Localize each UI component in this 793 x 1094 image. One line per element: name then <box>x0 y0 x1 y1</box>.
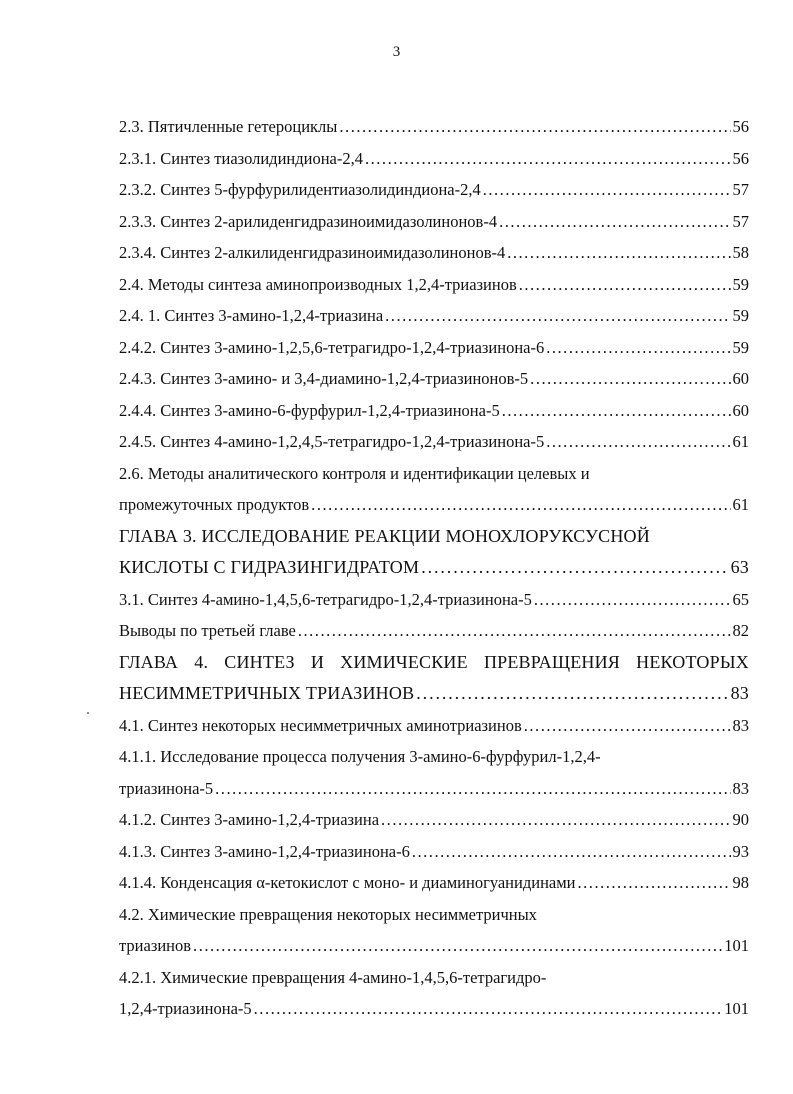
toc-entry-page: 101 <box>724 936 749 955</box>
toc-entry-line1 <box>119 458 749 490</box>
toc-entry-page: 101 <box>724 999 749 1018</box>
toc-entry <box>119 836 749 868</box>
toc-entry <box>119 426 749 458</box>
toc-chapter-title: КИСЛОТЫ С ГИДРАЗИНГИДРАТОМ <box>119 557 420 577</box>
toc-entry-page: 93 <box>732 841 749 861</box>
toc-entry-title: 1,2,4-триазинона-5 <box>119 999 252 1018</box>
toc-entry-title: 4.1.3. Синтез 3-амино-1,2,4-триазинона-6 <box>119 841 410 861</box>
dot-leader <box>546 332 730 364</box>
toc-entry <box>119 111 749 143</box>
toc-entry <box>119 237 749 269</box>
toc-entry-page: 57 <box>732 180 749 199</box>
toc-entry-page: 83 <box>732 778 749 798</box>
toc-chapter-line1 <box>119 647 749 679</box>
toc-entry-page: 60 <box>732 369 749 388</box>
dot-leader <box>365 143 731 175</box>
toc-entry <box>119 710 749 742</box>
toc-entry-title: 2.4.3. Синтез 3-амино- и 3,4-диамино-1,2,4-триазинонов-5 <box>119 369 529 388</box>
toc-entry-title: промежуточных продуктов <box>119 495 310 514</box>
chapter-title-word: 4. <box>194 651 209 672</box>
toc-entry-page: 83 <box>730 683 749 703</box>
toc-entry-page: 58 <box>732 243 749 262</box>
toc-entry <box>119 143 749 175</box>
dot-leader <box>339 111 730 143</box>
toc-entry-title-line1: 4.2. Химические превращения некоторых несимметричных <box>119 904 537 924</box>
table-of-contents <box>119 111 749 1025</box>
toc-entry <box>119 206 749 238</box>
toc-chapter-line1 <box>119 521 749 553</box>
toc-entry-title: 2.4. Методы синтеза аминопроизводных 1,2,4-триазинов <box>119 274 517 294</box>
dot-leader <box>507 237 730 269</box>
dot-leader <box>502 395 731 427</box>
toc-entry <box>119 804 749 836</box>
dot-leader <box>298 615 731 647</box>
toc-entry-title: 2.3.4. Синтез 2-алкилиденгидразиноимидазолинонов-4 <box>119 243 506 262</box>
toc-entry-title: Выводы по третьей главе <box>119 621 296 640</box>
toc-entry <box>119 584 749 616</box>
toc-entry-title: триазинов <box>119 936 192 955</box>
toc-entry <box>119 174 749 206</box>
toc-entry-title: 2.3.3. Синтез 2-арилиденгидразиноимидазолинонов-4 <box>119 211 498 231</box>
toc-entry-page: 83 <box>732 715 749 735</box>
toc-entry-line1 <box>119 899 749 931</box>
toc-entry-page: 65 <box>732 589 749 609</box>
toc-entry <box>119 489 749 521</box>
dot-leader <box>193 930 722 962</box>
toc-chapter <box>119 678 749 710</box>
toc-entry-title-line1: 4.1.1. Исследование процесса получения 3-амино-6-фурфурил-1,2,4- <box>119 747 601 766</box>
chapter-title-word: ХИМИЧЕСКИЕ <box>340 651 468 672</box>
dot-leader <box>416 678 728 710</box>
chapter-title-word: НЕКОТОРЫХ <box>636 651 749 672</box>
dot-leader <box>519 269 731 301</box>
toc-entry-line1 <box>119 741 749 773</box>
toc-entry-title: 4.1. Синтез некоторых несимметричных аминотриазинов <box>119 715 522 735</box>
dot-leader <box>499 206 730 238</box>
dot-leader <box>524 710 731 742</box>
toc-entry-title: 2.4.2. Синтез 3-амино-1,2,5,6-тетрагидро-1,2,4-триазинона-6 <box>119 337 545 357</box>
chapter-title-word: СИНТЕЗ <box>224 651 295 672</box>
toc-entry <box>119 773 749 805</box>
toc-entry <box>119 867 749 899</box>
dot-leader <box>381 804 730 836</box>
toc-entry <box>119 300 749 332</box>
dot-leader <box>254 993 723 1025</box>
dot-leader <box>546 426 730 458</box>
toc-entry-page: 60 <box>732 400 749 420</box>
toc-entry <box>119 930 749 962</box>
toc-entry-page: 63 <box>730 557 749 577</box>
dot-leader <box>385 300 730 332</box>
toc-entry-page: 56 <box>732 117 749 136</box>
chapter-title-word: ПРЕВРАЩЕНИЯ <box>483 651 621 672</box>
toc-entry <box>119 993 749 1025</box>
toc-chapter <box>119 552 749 584</box>
toc-entry-title-line1: 4.2.1. Химические превращения 4-амино-1,4,5,6-тетрагидро- <box>119 967 547 987</box>
toc-entry-title: 2.3. Пятичленные гетероциклы <box>119 117 338 136</box>
toc-entry-title: 2.4.5. Синтез 4-амино-1,2,4,5-тетрагидро-1,2,4-триазинона-5 <box>119 432 545 451</box>
toc-entry-title: 3.1. Синтез 4-амино-1,4,5,6-тетрагидро-1,2,4-триазинона-5 <box>119 589 532 609</box>
toc-entry <box>119 363 749 395</box>
dot-leader <box>483 174 731 206</box>
toc-entry <box>119 615 749 647</box>
toc-entry-title: 2.3.1. Синтез тиазолидиндиона-2,4 <box>119 148 363 168</box>
dot-leader <box>215 773 730 805</box>
dot-leader <box>311 489 730 521</box>
toc-entry-page: 61 <box>732 432 749 451</box>
page-number: 3 <box>392 44 401 60</box>
toc-entry-title-line1: 2.6. Методы аналитического контроля и идентификации целевых и <box>119 463 590 483</box>
toc-entry-page: 59 <box>732 337 749 357</box>
dot-leader <box>578 867 731 899</box>
toc-entry-page: 59 <box>732 274 749 294</box>
dot-leader <box>534 584 731 616</box>
toc-entry <box>119 395 749 427</box>
chapter-title-word: И <box>310 651 325 672</box>
toc-entry-page: 56 <box>732 148 749 168</box>
toc-chapter-title-line1: ГЛАВА 3. ИССЛЕДОВАНИЕ РЕАКЦИИ МОНОХЛОРУКСУСНОЙ <box>119 525 650 546</box>
toc-entry-page: 61 <box>732 495 749 514</box>
toc-entry-title: 4.1.4. Конденсация α-кетокислот с моно- и диаминогуанидинами <box>119 873 576 892</box>
toc-entry-title: 2.4. 1. Синтез 3-амино-1,2,4-триазина <box>119 306 384 325</box>
scan-speck <box>87 712 89 714</box>
dot-leader <box>421 552 728 584</box>
toc-entry-title: триазинона-5 <box>119 778 214 798</box>
toc-entry-page: 82 <box>732 621 749 640</box>
toc-chapter-title: НЕСИММЕТРИЧНЫХ ТРИАЗИНОВ <box>119 683 415 703</box>
toc-entry-page: 90 <box>732 810 749 829</box>
toc-entry <box>119 332 749 364</box>
dot-leader <box>530 363 730 395</box>
toc-entry-title: 2.3.2. Синтез 5-фурфурилидентиазолидиндиона-2,4 <box>119 180 481 199</box>
dot-leader <box>412 836 731 868</box>
toc-entry-page: 57 <box>732 211 749 231</box>
chapter-title-word: ГЛАВА <box>119 651 179 672</box>
toc-entry <box>119 269 749 301</box>
toc-entry-title: 4.1.2. Синтез 3-амино-1,2,4-триазина <box>119 810 380 829</box>
toc-entry-line1 <box>119 962 749 994</box>
toc-entry-page: 59 <box>732 306 749 325</box>
toc-entry-page: 98 <box>732 873 749 892</box>
toc-entry-title: 2.4.4. Синтез 3-амино-6-фурфурил-1,2,4-триазинона-5 <box>119 400 500 420</box>
